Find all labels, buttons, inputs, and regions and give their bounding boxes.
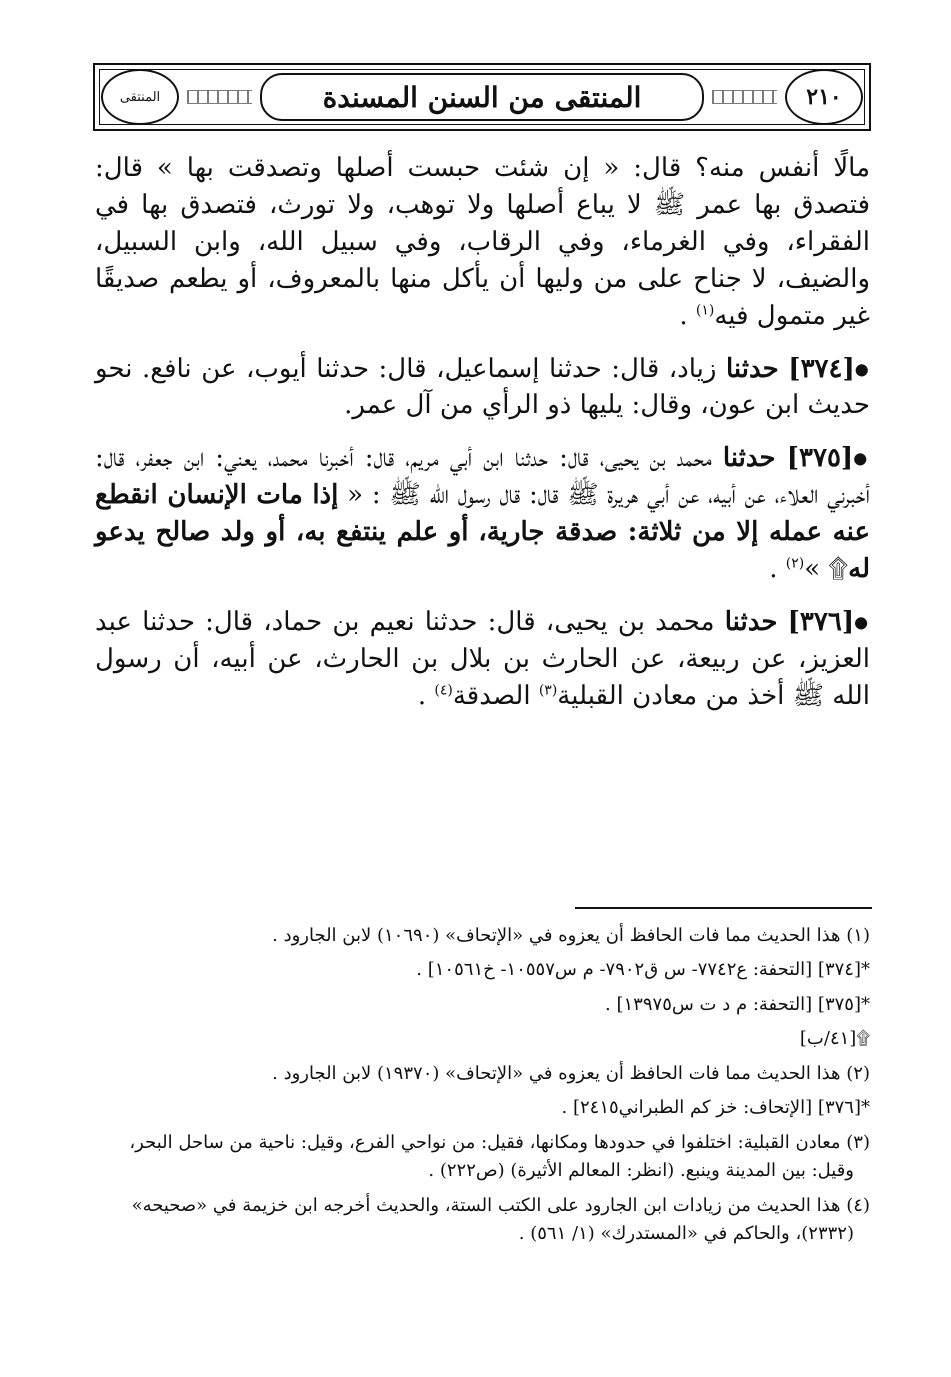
text-line: محمد بن يحيى، قال: حدثنا نعيم بن حماد، قال: حدثنا عبد العزيز،	[95, 606, 871, 674]
quote-close: »	[804, 554, 829, 585]
footnote-ref: (٤)	[434, 682, 453, 699]
narration-lead: حدثنا	[722, 443, 776, 474]
paragraph-continuation	[95, 150, 870, 335]
text-line: مالًا أنفس منه؟ قال: « إن شئت حبست أصلها وتصدقت بها » قال: فتصدق بها	[95, 153, 870, 220]
footnote-ref: (٣)	[538, 682, 558, 699]
footnote-3-line: وقيل: بين المدينة وينبع. (انظر: المعالم الأثيرة) (ص٢٢٢) .	[428, 1160, 854, 1182]
text-line: ابن عون، وقال: يليها ذو الرأي من آل عمر.	[344, 390, 800, 421]
hadith-number: [٣٧٥]	[786, 443, 854, 474]
takhrij-375: *[٣٧٥] [التحفة: م د ت س١٣٩٧٥] .	[605, 993, 870, 1015]
text-line: .	[417, 680, 435, 711]
footnote-ref: (٢)	[785, 555, 805, 572]
hadith-374	[95, 351, 870, 425]
bullet-icon: ●	[854, 359, 871, 379]
header-ornament-left	[187, 90, 252, 104]
text-line: الصدقة	[452, 680, 539, 711]
footnote-4	[95, 1192, 870, 1249]
hadith-375	[95, 440, 870, 588]
running-title: المنتقى من السنن المسندة	[260, 73, 704, 121]
book-emblem: المنتقى	[101, 69, 179, 125]
narration-lead: حدثنا	[726, 353, 779, 384]
text-line: .	[769, 554, 786, 585]
text-line: معادن القبلية	[557, 680, 698, 711]
folio-mark-icon: ۩	[828, 554, 849, 585]
text-line: رسول الله ﷺ : «	[338, 480, 491, 511]
text-line: محمد بن يحيى، قال: حدثنا ابن أبي مريم، قال: أخبرنا محمد،	[267, 443, 712, 474]
footnote-3-line: (٣) معادن القبلية: اختلفوا في حدودها ومكانها، فقيل: من نواحي الفرع، وقيل: ناحية من ساحل البحر،	[129, 1131, 870, 1153]
text-line: عمر ﷺ لا يباع أصلها ولا توهب، ولا تورث، فتصدق بها في الفقراء، وفي الغرماء،	[95, 189, 870, 257]
page-header	[93, 63, 871, 131]
hadith-number: [٣٧٦]	[787, 606, 855, 637]
bullet-icon: ●	[854, 612, 871, 632]
hadith-number: [٣٧٤]	[788, 353, 855, 384]
text-line: يعني: ابن جعفر، قال: أخبرني العلاء، عن أبيه، عن أبي هريرة ﷺ قال: قال	[95, 443, 870, 511]
header-ornament-right	[712, 90, 777, 104]
footnote-1: (١) هذا الحديث مما فات الحافظ أن يعزوه في «الإتحاف» (١٠٦٩٠) لابن الجارود .	[272, 925, 870, 946]
page-number: ٢١٠	[785, 69, 863, 125]
main-text	[95, 150, 870, 731]
footnote-4-line: (٤) هذا الحديث من زيادات ابن الجارود على الكتب الستة، والحديث أخرجه ابن خزيمة في «صحيحه»	[131, 1194, 870, 1216]
text-line: عن ربيعة، عن الحارث بن بلال بن الحارث، عن أبيه، أن رسول الله ﷺ أخذ من	[95, 643, 870, 711]
footnote-2: (٢) هذا الحديث مما فات الحافظ أن يعزوه في «الإتحاف» (١٩٣٧٠) لابن الجارود .	[272, 1062, 870, 1084]
prophetic-text: أو علم ينتفع به، أو ولد صالح يدعو له	[95, 517, 870, 585]
hadith-376	[95, 604, 870, 715]
footnote-ref: (١)	[695, 301, 715, 318]
text-line: وفي الرقاب، وفي سبيل الله، وابن السبيل، والضيف، لا جناح على من وليها أن	[95, 226, 871, 294]
text-line: زياد، قال: حدثنا إسماعيل، قال: حدثنا أيوب، عن نافع. نحو حديث	[95, 353, 870, 421]
takhrij-376: *[٣٧٦] [الإتحاف: خز كم الطبراني٢٤١٥] .	[561, 1097, 870, 1119]
footnote-4-line: (٢٣٣٢)، والحاكم في «المستدرك» (١/ ٥٦١) .	[518, 1222, 854, 1244]
bullet-icon: ●	[853, 448, 871, 468]
prophetic-text: إذا مات الإنسان انقطع عنه عمله إلا من ثلاثة: صدقة جارية،	[95, 480, 870, 548]
footnote-divider	[575, 907, 872, 909]
takhrij-374: *[٣٧٤] [التحفة: ع٧٧٤٢- س ق٧٩٠٢- م س١٠٥٥٧- خ١٠٥٦١] .	[416, 959, 870, 981]
footnote-3	[95, 1129, 870, 1186]
narration-lead: حدثنا	[724, 606, 778, 637]
text-line: يأكل منها بالمعروف، أو يطعم صديقًا غير متمول فيه	[95, 263, 870, 331]
footnotes	[95, 922, 870, 1254]
text-line: .	[679, 300, 696, 331]
folio-reference: ۩[٤١/ب]	[799, 1028, 870, 1050]
